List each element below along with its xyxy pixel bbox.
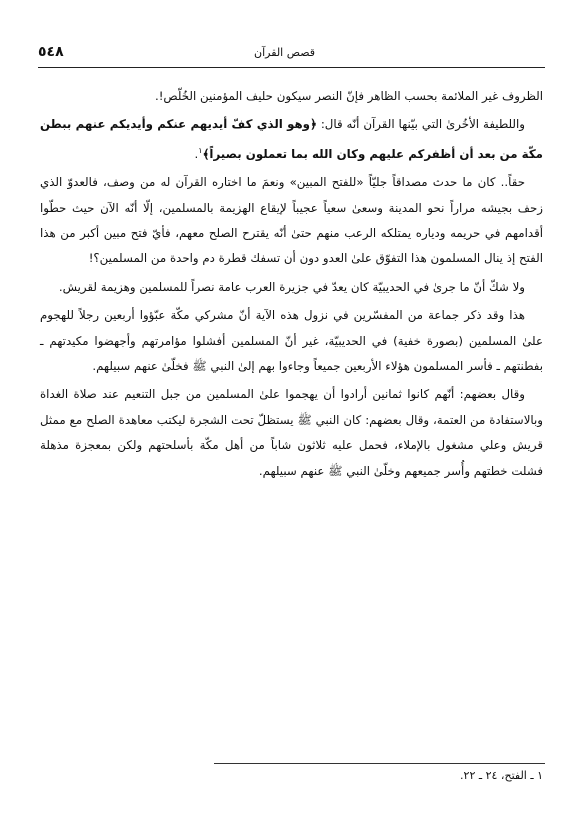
body-text bbox=[40, 84, 543, 487]
paragraph-2 bbox=[40, 112, 543, 167]
paragraph-2-intro: واللطيفة الأخُرىٰ التي بيّنها القرآن أنّه قال: bbox=[316, 117, 526, 132]
quran-verse: ﴿وهو الذي كفّ أيديهم عنكم وأيديكم عنهم ببطن مكّة من بعد أن أظفركم عليهم وكان الله بما تعملون بصيراً﴾ bbox=[40, 117, 543, 161]
page-number: ٥٤٨ bbox=[38, 44, 64, 60]
footnote-reference: ١ bbox=[198, 145, 203, 155]
header-divider bbox=[38, 67, 545, 68]
running-title: قصص القرآن bbox=[254, 46, 315, 59]
paragraph-1: الظروف غير الملائمة بحسب الظاهر فإنّ النصر سيكون حليف المؤمنين الخُلّص!. bbox=[154, 89, 543, 103]
paragraph-2-end: . bbox=[194, 146, 199, 161]
paragraph-3: حقاً.. كان ما حدث مصداقاً جليّاً «للفتح المبين» ونعمَ ما اختاره القرآن له من وصف، فالعدوّ الذي زحف بجيشه مراراً نحو المدينة وسعىٰ سعياً عجيباً لإيقاع الهزيمة بالمسلمين، إلّا أنّه الآن حيث حطّوا أقدامهم في حريمه ودياره يمتلكه الرعب منهم حتىٰ أنّه يقترح الصلح معهم، فأيّ فتح مبين أكبر من هذا الفتح إذ ينال المسلمون هذا التفوّق علىٰ العدو دون أن تسفك قطرة دم واحدة من المسلمين؟! bbox=[40, 175, 543, 266]
paragraph-5: هذا وقد ذكر جماعة من المفسّرين في نزول هذه الآية أنّ مشركي مكّة عبّؤوا أربعين رجلاً للهجوم علىٰ المسلمين (بصورة خفية) في الحديبيّة، غير أنّ المسلمين أفشلوا مؤامرتهم وأجهضوا مكيدتهم ـ بفطنتهم ـ فأسر المسلمون هؤلاء الأربعين جميعاً وجاءوا بهم إلىٰ النبي ﷺ فخلّىٰ عنهم سبيلهم. bbox=[40, 308, 543, 373]
paragraph-4: ولا شكّ أنّ ما جرىٰ في الحديبيّة كان يعدّ في جزيرة العرب عامة نصراً للمسلمين وهزيمة لقريش. bbox=[58, 279, 525, 294]
paragraph-6: وقال بعضهم: أنّهم كانوا ثمانين أرادوا أن يهجموا علىٰ المسلمين من جبل التنعيم عند صلاة الغداة وبالاستفادة من العتمة، وقال بعضهم: كان النبي ﷺ يستظلّ تحت الشجرة ليكتب معاهدة الصلح مع ممثل قريش وعلي مشغول بالإملاء، فحمل عليه ثلاثون شاباً من أهل مكّة بأسلحتهم ولكن بمعجزة مذهلة فشلت خطتهم وأُسر جميعهم وخلّىٰ النبي ﷺ عنهم سبيلهم. bbox=[40, 387, 543, 478]
footnote: ١ ـ الفتح، ٢٤ ـ ٢٢. bbox=[460, 769, 543, 782]
page-header bbox=[38, 44, 545, 66]
footnote-divider bbox=[214, 763, 545, 764]
